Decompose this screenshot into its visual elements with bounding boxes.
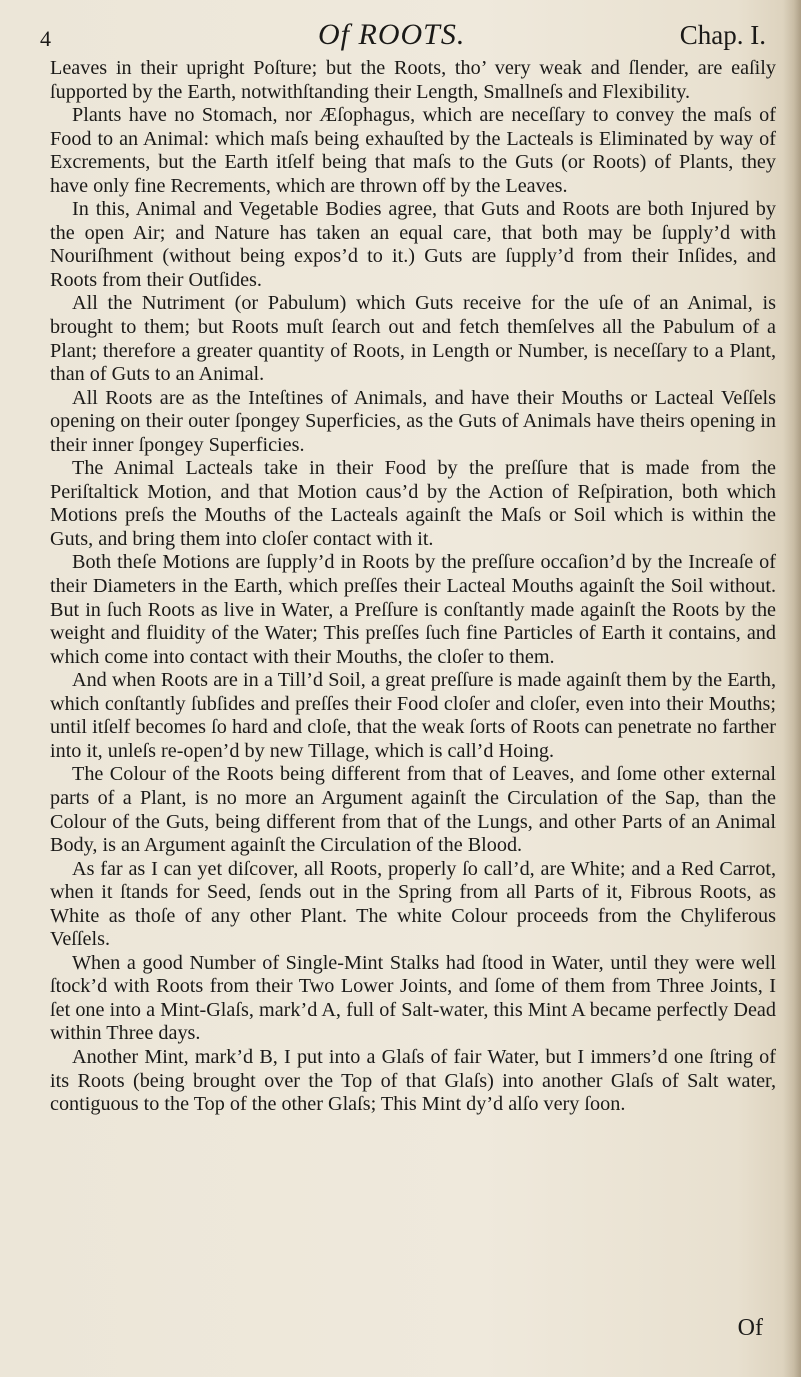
paragraph: Another Mint, mark’d B, I put into a Glaſs of fair Water, but I immers’d one ſtring of its Roots (being brought over the Top of that Glaſs) into another Glaſs of Salt water, contiguous to the Top of the other Glaſs; This Mint dy’d alſo very ſoon. <box>50 1045 776 1116</box>
page-edge-shadow <box>783 0 801 1377</box>
paragraph: In this, Animal and Vegetable Bodies agree, that Guts and Roots are both Injured by the open Air; and Nature has taken an equal care, that both may be ſupply’d with Nouriſhment (without being expos’d to it.) Guts are ſupply’d from their Inſides, and Roots from their Outſides. <box>50 198 776 291</box>
paragraph: Plants have no Stomach, nor Æſophagus, which are neceſſary to convey the maſs of Food to an Animal: which maſs being exhauſted by the Lacteals is Eliminated by way of Excrements, but the Earth itſelf being that maſs to the Guts (or Roots) of Plants, they have only fine Recrements, which are thrown off by the Leaves. <box>50 104 776 197</box>
running-title: Of ROOTS. <box>318 18 466 51</box>
page-number: 4 <box>40 26 51 51</box>
chapter-label: Chap. I. <box>679 20 766 50</box>
paragraph: All Roots are as the Inteſtines of Animals, and have their Mouths or Lacteal Veſſels opening on their outer ſpongey Superficies, as the Guts of Animals have theirs opening in their inner ſpongey Superficies. <box>50 386 776 456</box>
catchword: Of <box>737 1315 763 1341</box>
running-header <box>38 14 766 54</box>
paragraph: The Colour of the Roots being different from that of Leaves, and ſome other external parts of a Plant, is no more an Argument againſt the Circulation of the Sap, than the Colour of the Guts, being different from that of the Lungs, and other Parts of an Animal Body, is an Argument againſt the Circulation of the Blood. <box>50 763 776 857</box>
paragraph: Leaves in their upright Poſture; but the Roots, tho’ very weak and ſlender, are eaſily ſupported by the Earth, notwithſtanding their Length, Smallneſs and Flexibility. <box>50 57 776 103</box>
text-body <box>50 57 776 1117</box>
paragraph: Both theſe Motions are ſupply’d in Roots by the preſſure occaſion’d by the Increaſe of their Diameters in the Earth, which preſſes their Lacteal Mouths againſt the Soil without. But in ſuch Roots as live in Water, a Preſſure is conſtantly made againſt the Roots by the weight and fluidity of the Water; This preſſes ſuch fine Particles of Earth it contains, and which come into contact with their Mouths, the cloſer to them. <box>50 551 776 668</box>
paragraph: As far as I can yet diſcover, all Roots, properly ſo call’d, are White; and a Red Carrot, when it ſtands for Seed, ſends out in the Spring from all Parts of it, Fibrous Roots, as White as thoſe of any other Plant. The white Colour proceeds from the Chyliferous Veſſels. <box>50 857 776 951</box>
paragraph: When a good Number of Single-Mint Stalks had ſtood in Water, until they were well ſtock’d with Roots from their Two Lower Joints, and ſome of them from Three Joints, I ſet one into a Mint-Glaſs, mark’d A, full of Salt-water, this Mint A became perfectly Dead within Three days. <box>50 951 776 1045</box>
paragraph: The Animal Lacteals take in their Food by the preſſure that is made from the Periſtaltick Motion, and that Motion caus’d by the Action of Reſpiration, both which Motions preſs the Mouths of the Lacteals againſt the Maſs or Soil which is within the Guts, and bring them into cloſer contact with it. <box>50 457 776 550</box>
paragraph: All the Nutriment (or Pabulum) which Guts receive for the uſe of an Animal, is brought to them; but Roots muſt ſearch out and fetch themſelves all the Pabulum of a Plant; therefore a greater quantity of Roots, in Length or Number, is neceſſary to a Plant, than of Guts to an Animal. <box>50 292 776 386</box>
paragraph: And when Roots are in a Till’d Soil, a great preſſure is made againſt them by the Earth, which conſtantly ſubſides and preſſes their Food cloſer and cloſer, even into their Mouths; until itſelf becomes ſo hard and cloſe, that the weak ſorts of Roots can penetrate no farther into it, unleſs re-open’d by new Tillage, which is call’d Hoing. <box>50 669 776 762</box>
